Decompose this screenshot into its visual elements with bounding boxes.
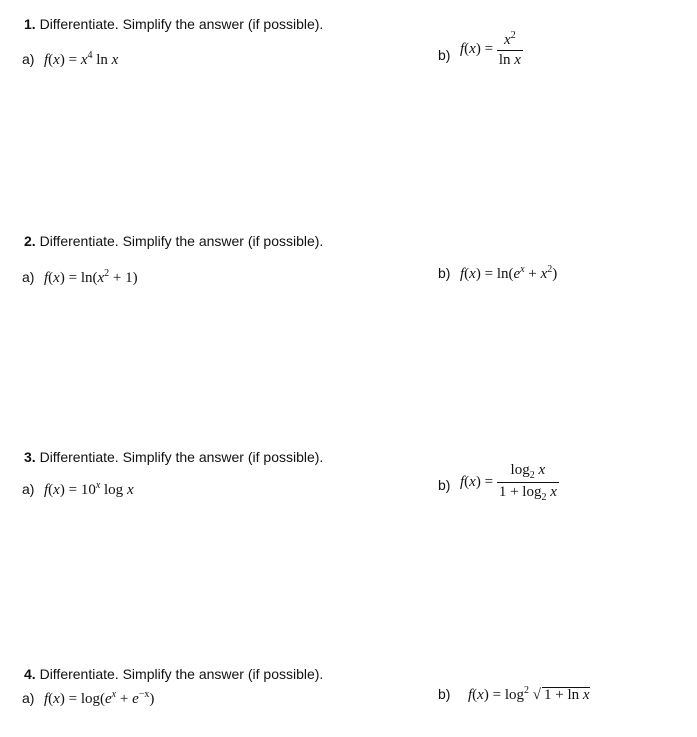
problem-number: 3. [24,449,36,465]
part-a-label: a) [22,51,35,67]
problem-instruction: Differentiate. Simplify the answer (if possible). [39,16,324,32]
problem-3-heading [24,449,323,465]
problem-1a-expression: $f(x) = x^4$ ln x [44,50,119,68]
part-a-label: a) [22,690,35,706]
problem-1-heading [24,16,323,32]
problem-number: 1. [24,16,36,32]
part-b-label: b) [438,265,451,281]
problem-3a-expression: $f(x) = 10^x$ log x [44,480,134,498]
problem-2-heading [24,233,323,249]
problem-4-heading [24,666,323,682]
problem-3b-expression: f(x) = $\frac{\log_2 x}{1 + \log_2 x}$ [460,462,557,503]
problem-1b-expression: f(x) = $\frac{x^2}{\text{ln x}}$ [460,30,521,68]
part-b-label: b) [438,477,451,493]
part-b-label: b) [438,47,451,63]
part-a-label: a) [22,269,35,285]
problem-4b-expression: $f(x) = \log^2$ √ 1 + ln x [468,685,590,703]
problem-2b-expression: $f(x) = \ln(e^x + x^2)$ [460,264,558,282]
part-b-label: b) [438,686,451,702]
problem-4a-expression: $f(x) = \log(e^x + e^{-x})$ [44,689,155,707]
problem-number: 2. [24,233,36,249]
problem-number: 4. [24,666,36,682]
part-a-label: a) [22,481,35,497]
problem-instruction: Differentiate. Simplify the answer (if possible). [39,233,324,249]
problem-instruction: Differentiate. Simplify the answer (if possible). [39,449,324,465]
problem-2a-expression: $f(x) = \ln(x^2 + 1)$ [44,268,138,286]
problem-instruction: Differentiate. Simplify the answer (if possible). [39,666,324,682]
